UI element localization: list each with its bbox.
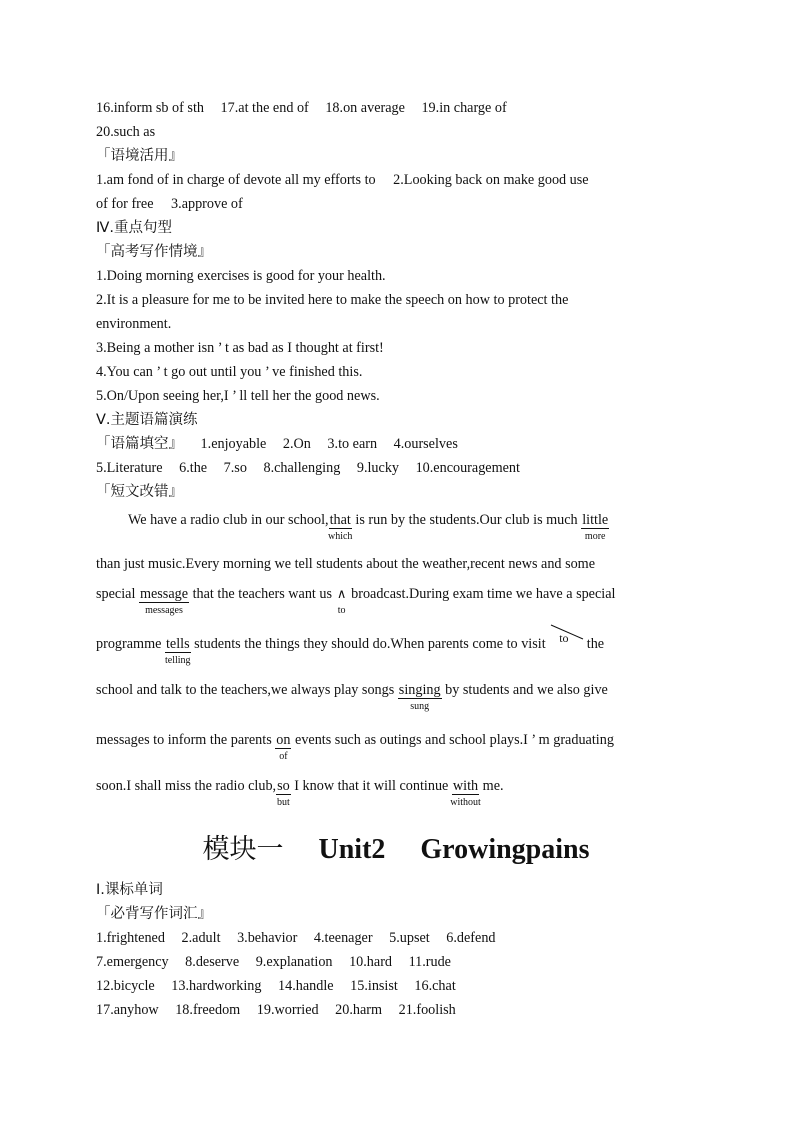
key-sentence: 4.You can ’ t go out until you ’ ve finished this. <box>96 364 363 380</box>
essay-text: students the things they should do.When parents come to visit <box>190 636 550 652</box>
error-word <box>327 508 353 542</box>
cloze-answer: 2.On <box>282 436 311 452</box>
error-correction: without <box>450 797 481 808</box>
essay-line <box>96 774 696 814</box>
deleted-word <box>549 632 583 648</box>
essay-text: the <box>583 636 605 652</box>
vocab-item: 15.insist <box>350 978 398 994</box>
strike-slash-icon <box>549 623 585 641</box>
error-original: message <box>139 586 189 602</box>
cloze-answer: 6.the <box>179 460 208 476</box>
correction-essay <box>96 508 696 814</box>
vocab-row-1 <box>96 926 696 950</box>
cloze-answer: 10.encouragement <box>415 460 520 476</box>
cloze-answer: 8.challenging <box>263 460 341 476</box>
vocab-item: 6.defend <box>446 930 496 946</box>
context-use-text: 1.am fond of in charge of devote all my efforts to <box>96 172 376 188</box>
phrase-item: 16.inform sb of sth <box>96 100 204 116</box>
caret-icon: ∧ <box>336 587 347 602</box>
vocab-item: 7.emergency <box>96 954 169 970</box>
vocab-item: 5.upset <box>389 930 430 946</box>
vocab-item: 2.adult <box>181 930 221 946</box>
essay-line <box>96 508 696 552</box>
error-word <box>276 774 291 808</box>
error-correction: which <box>327 531 353 542</box>
context-use-text: 3.approve of <box>171 196 243 212</box>
module-title-topic: Growingpains <box>420 834 590 865</box>
vocab-item: 10.hard <box>349 954 393 970</box>
essay-text: me. <box>479 778 504 794</box>
cloze-answer: 3.to earn <box>327 436 378 452</box>
context-use-line-1 <box>96 168 696 192</box>
error-correction: but <box>277 797 290 808</box>
phrase-item: 18.on average <box>325 100 405 116</box>
deleted-word-text: to <box>559 631 569 645</box>
key-sentence: environment. <box>96 316 172 332</box>
error-correction: sung <box>410 701 430 712</box>
error-original: that <box>329 512 351 528</box>
error-original: with <box>452 778 479 794</box>
section-5-heading: Ⅴ.主题语篇演练 <box>96 412 198 428</box>
phrase-item: 17.at the end of <box>220 100 309 116</box>
error-word <box>165 632 191 666</box>
vocab-item: 4.teenager <box>313 930 373 946</box>
vocab-item: 21.foolish <box>398 1002 456 1018</box>
context-use-text: of for free <box>96 196 154 212</box>
vocab-item: 12.bicycle <box>96 978 155 994</box>
module-title-unit: Unit2 <box>318 834 386 865</box>
phrase-item: 19.in charge of <box>421 100 507 116</box>
cloze-answer: 1.enjoyable <box>200 436 267 452</box>
key-sentence: 3.Being a mother isn ’ t as bad as I thought at first! <box>96 340 384 356</box>
vocab-item: 13.hardworking <box>171 978 262 994</box>
essay-text: I know that it will continue <box>290 778 452 794</box>
essay-line <box>96 582 696 632</box>
phrases-row-2: 20.such as <box>96 124 156 140</box>
error-correction: more <box>584 531 606 542</box>
error-original: little <box>582 512 609 528</box>
vocab-item: 17.anyhow <box>96 1002 159 1018</box>
essay-text: school and talk to the teachers,we always play songs <box>96 682 398 698</box>
key-sentence: 2.It is a pleasure for me to be invited here to make the speech on how to protect the <box>96 292 569 308</box>
essay-text: We have a radio club in our school, <box>128 512 329 528</box>
error-correction: messages <box>145 605 183 616</box>
essay-text: is run by the students.Our club is much <box>351 512 582 528</box>
section-4-subheading: 「高考写作情境』 <box>96 244 212 260</box>
essay-line <box>96 632 696 678</box>
error-word <box>398 678 442 712</box>
error-correction: of <box>279 751 288 762</box>
vocab-item: 11.rude <box>408 954 451 970</box>
section-1-subheading: 「必背写作词汇』 <box>96 906 212 922</box>
module-title <box>96 832 696 868</box>
essay-text: by students and we also give <box>441 682 608 698</box>
phrases-row-1 <box>96 96 696 120</box>
error-correction: telling <box>165 655 191 666</box>
key-sentence: 1.Doing morning exercises is good for your health. <box>96 268 386 284</box>
error-word <box>450 774 481 808</box>
context-use-line-2 <box>96 192 696 216</box>
vocab-item: 16.chat <box>414 978 456 994</box>
vocab-item: 8.deserve <box>185 954 240 970</box>
essay-text: programme <box>96 636 165 652</box>
essay-line <box>96 728 696 774</box>
vocab-row-3 <box>96 974 696 998</box>
vocab-row-4 <box>96 998 696 1022</box>
error-original: on <box>276 732 291 748</box>
cloze-row-2 <box>96 456 696 480</box>
context-use-heading: 「语境活用』 <box>96 148 183 164</box>
cloze-row-1 <box>96 432 696 456</box>
vocab-item: 1.frightened <box>96 930 165 946</box>
document-page <box>96 96 696 1022</box>
context-use-text: 2.Looking back on make good use <box>393 172 589 188</box>
cloze-answer: 7.so <box>223 460 247 476</box>
cloze-answer: 5.Literature <box>96 460 163 476</box>
cloze-answer: 4.ourselves <box>393 436 458 452</box>
essay-line: than just music.Every morning we tell students about the weather,recent news and some <box>96 556 596 572</box>
cloze-answer: 9.lucky <box>356 460 400 476</box>
vocab-item: 14.handle <box>278 978 334 994</box>
error-word <box>581 508 609 542</box>
vocab-item: 18.freedom <box>175 1002 241 1018</box>
error-word <box>275 728 291 762</box>
error-original: tells <box>165 636 190 652</box>
key-sentence: 5.On/Upon seeing her,I ’ ll tell her the good news. <box>96 388 380 404</box>
vocab-item: 3.behavior <box>237 930 298 946</box>
cloze-heading: 「语篇填空』 <box>96 436 183 452</box>
insertion-mark <box>336 582 348 616</box>
essay-text: special <box>96 586 139 602</box>
essay-text: soon.I shall miss the radio club, <box>96 778 277 794</box>
error-word <box>139 582 189 616</box>
vocab-item: 19.worried <box>256 1002 319 1018</box>
vocab-item: 9.explanation <box>255 954 333 970</box>
vocab-item: 20.harm <box>335 1002 383 1018</box>
module-title-cn: 模块一 <box>202 834 284 865</box>
section-1-heading: Ⅰ.课标单词 <box>96 882 163 898</box>
error-original: so <box>277 778 290 794</box>
vocab-row-2 <box>96 950 696 974</box>
essay-text: broadcast.During exam time we have a special <box>347 586 616 602</box>
essay-line <box>96 678 696 728</box>
essay-text: events such as outings and school plays.I ’ m graduating <box>291 732 614 748</box>
correction-heading: 「短文改错』 <box>96 484 183 500</box>
essay-text: that the teachers want us <box>189 586 336 602</box>
error-correction: to <box>337 605 346 616</box>
essay-text: messages to inform the parents <box>96 732 276 748</box>
section-4-heading: Ⅳ.重点句型 <box>96 220 172 236</box>
error-original: singing <box>398 682 441 698</box>
